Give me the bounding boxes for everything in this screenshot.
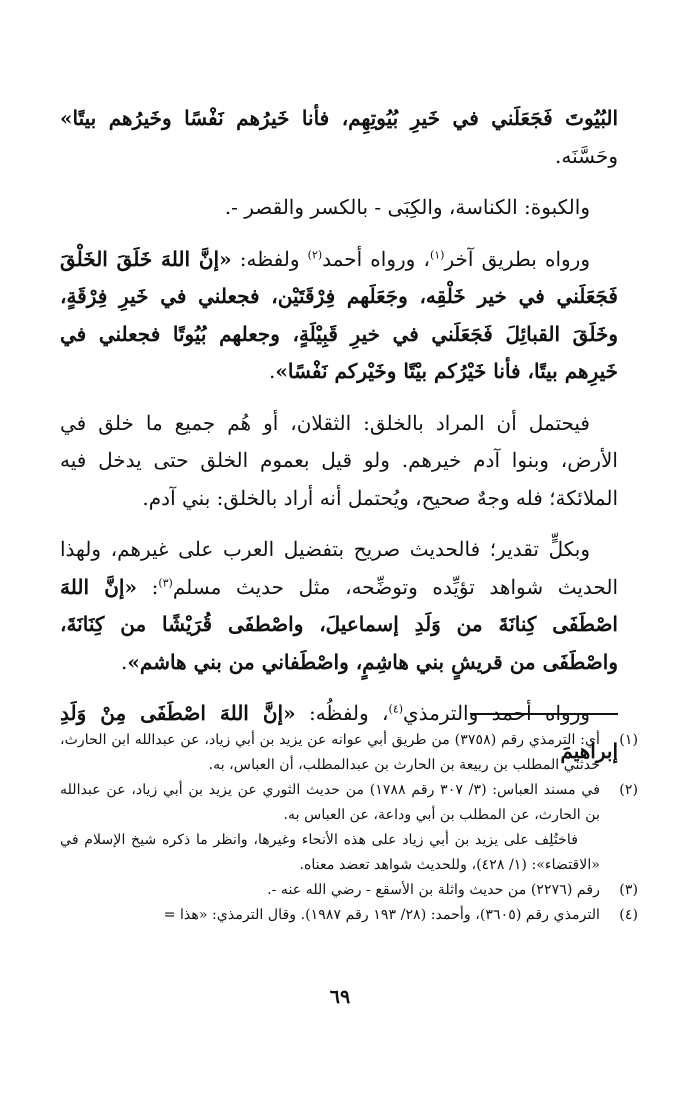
footnote-text: فاختُلِف على يزيد بن أبي زياد على هذه الأنحاء وغيرها، وانظر ما ذكره شيخ الإسلام في «الاقتضاء»: (١/ ٤٢٨)، وللحديث شواهد تعضد معناه. bbox=[60, 832, 600, 873]
footnote-body bbox=[60, 778, 600, 878]
footnote-text: الترمذي رقم (٣٦٠٥)، وأحمد: (٢٨/ ١٩٣ رقم ١٩٨٧). وقال الترمذي: «هذا = bbox=[163, 907, 600, 923]
hadith-text: «إنَّ اللهَ اصْطَفَى مِنْ وَلَدِ إبراهيمَ bbox=[60, 701, 618, 763]
footnote-ref[interactable]: (٤) bbox=[388, 702, 404, 716]
paragraph-4 bbox=[60, 405, 618, 518]
hadith-text: «إنَّ اللهَ اصْطَفَى كِنانَةَ من وَلَدِ إسماعيلَ، واصْطفَى قُرَيْشًا من كِنَانَةَ، واصْطَفَى من قريشٍ بني هاشِمٍ، واصْطَفاني من بني هاشم» bbox=[60, 574, 618, 674]
footnote-4 bbox=[60, 903, 638, 928]
hadith-text: البُيُوتَ فَجَعَلَني في خَيرِ بُيُوتِهِم، فأنا خَيرُهم نَفْسًا وخَيرُهم بيتًا» bbox=[60, 106, 618, 130]
paragraph-text: وبكلٍّ تقدير؛ فالحديث صريح بتفضيل العرب على غيرهم، ولهذا الحديث شواهد تؤيِّده وتوضِّحه، مثل حديث مسلم bbox=[60, 537, 618, 599]
footnote-number: (١) bbox=[619, 732, 638, 748]
page-number: ٦٩ bbox=[329, 986, 351, 1008]
paragraph-5 bbox=[60, 531, 618, 681]
paragraph-text: ، ولفظُه: bbox=[295, 701, 389, 725]
paragraph-text: والكبوة: الكناسة، والكِبَى - بالكسر والقصر -. bbox=[224, 195, 590, 219]
footnotes bbox=[60, 728, 638, 928]
footnote-2 bbox=[60, 778, 638, 878]
paragraph-text: : bbox=[136, 574, 159, 599]
footnote-ref[interactable]: (١) bbox=[429, 247, 445, 261]
paragraph-text: ورواه بطريق آخر bbox=[444, 246, 590, 271]
footnote-number: (٢) bbox=[619, 782, 638, 798]
paragraph-text: ولفظه: bbox=[231, 246, 308, 271]
footnote-ref[interactable]: (٢) bbox=[307, 247, 323, 261]
paragraph-text: وحَسَّنَه. bbox=[555, 143, 618, 168]
footnote-divider bbox=[470, 713, 618, 715]
footnote-number: (٤) bbox=[619, 907, 638, 923]
paragraph-text: ورواه أحمد والترمذي bbox=[403, 701, 591, 725]
footnote-text: رقم (٢٢٧٦) من حديث واثلة بن الأسقع - رضي الله عنه -. bbox=[267, 882, 600, 898]
hadith-text: «إنَّ اللهَ خَلَقَ الخَلْقَ فَجَعَلَني في خير خَلْقِه، وجَعَلَهم فِرْقَتَيْن، فجعلني في خَيرِ فِرْقَةٍ، وخَلَقَ القبائِلَ فَجَعَلَني في خيرِ قَبِيْلَةٍ، وجعلهم بُيُوتًا فجعلني في خَيرِهم بيتًا، فأنا خَيْرُكم بيْتًا وخَيْركم نَفْسًا» bbox=[60, 246, 618, 383]
paragraph-text: فيحتمل أن المراد بالخلق: الثقلان، أو هُم جميع ما خلق في الأرض، وبنوا آدم خيرهم. ولو قيل بعموم الخلق حتى يدخل فيه الملائكة؛ فله وجهٌ صحيح، ويُحتمل أنه أراد بالخلق: بني آدم. bbox=[60, 410, 618, 510]
paragraph-text: . bbox=[269, 359, 276, 383]
paragraph-1 bbox=[60, 100, 618, 175]
paragraph-text: ، ورواه أحمد bbox=[322, 246, 430, 271]
main-text bbox=[60, 100, 618, 784]
paragraph-3 bbox=[60, 241, 618, 391]
footnote-3 bbox=[60, 878, 638, 903]
footnote-text: أي: الترمذي رقم (٣٧٥٨) من طريق أبي عوانه عن يزيد بن أبي زياد، عن عبدالله ابن الحارث، حدثني المطلب بن ربيعة بن الحارث بن عبدالمطلب، أن العباس، به. bbox=[60, 732, 600, 773]
footnote-1 bbox=[60, 728, 638, 778]
paragraph-2 bbox=[60, 189, 618, 227]
footnote-text: في مسند العباس: (٣/ ٣٠٧ رقم ١٧٨٨) من حديث الثوري عن يزيد بن أبي زياد، عن عبدالله بن الحارث، عن المطلب بن أبي وداعة، عن العباس به. bbox=[60, 782, 600, 823]
paragraph-text: . bbox=[121, 649, 128, 674]
footnote-ref[interactable]: (٣) bbox=[158, 575, 173, 589]
footnote-number: (٣) bbox=[619, 882, 638, 898]
